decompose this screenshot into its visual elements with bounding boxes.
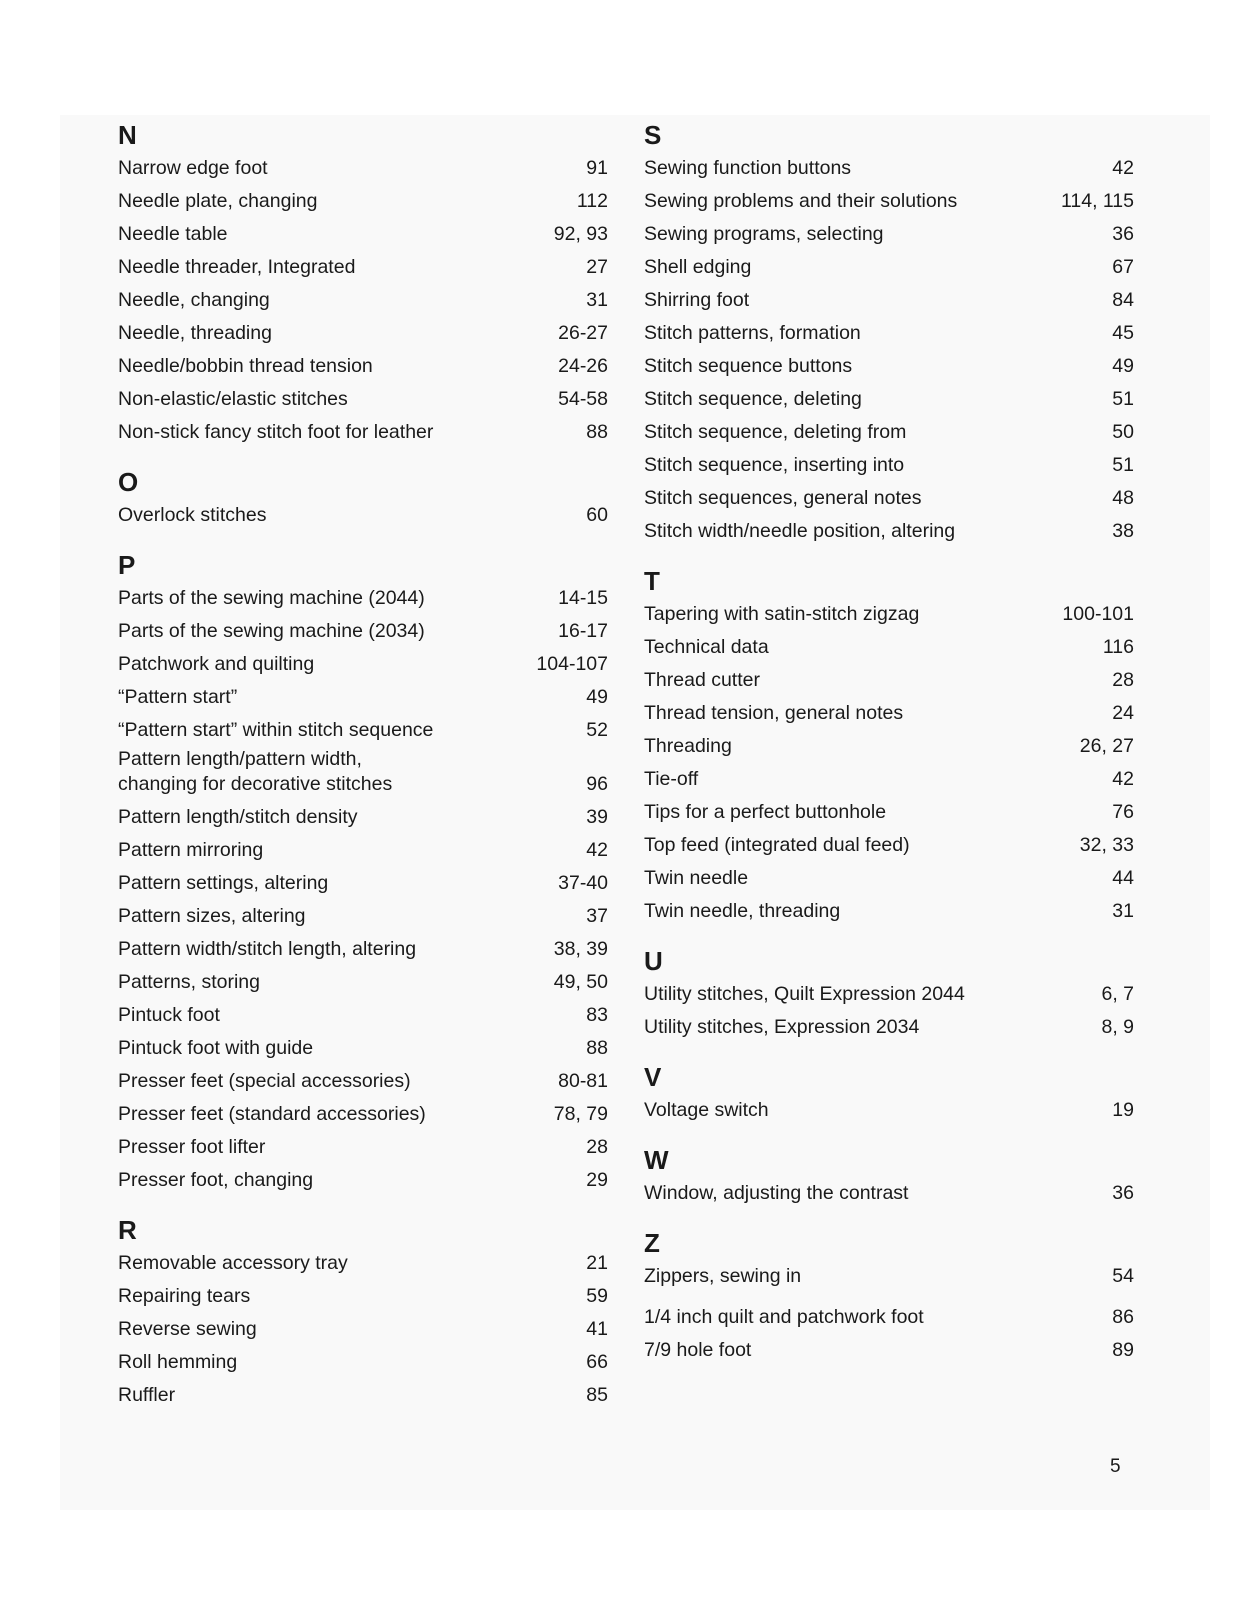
index-entry — [118, 185, 608, 218]
section-letter: N — [118, 120, 137, 150]
index-entry — [118, 1131, 608, 1164]
entry-page: 31 — [1112, 900, 1134, 922]
entry-term: Shell edging — [644, 256, 752, 278]
entry-page: 42 — [586, 839, 608, 861]
index-entry — [118, 1346, 608, 1379]
entry-term: Pattern mirroring — [118, 839, 264, 861]
index-column-left — [118, 118, 608, 1428]
entry-term: Stitch sequence, inserting into — [644, 454, 905, 476]
index-entry — [118, 714, 608, 747]
entry-page: 49, 50 — [553, 971, 608, 993]
entry-page: 14-15 — [558, 587, 608, 609]
entry-term: Pintuck foot with guide — [118, 1037, 314, 1059]
entry-term: Threading — [644, 735, 732, 757]
entry-term: Stitch sequence, deleting from — [644, 421, 907, 443]
index-column-right — [644, 118, 1134, 1383]
index-entry — [118, 1164, 608, 1197]
entry-page: 86 — [1112, 1306, 1134, 1328]
entry-page: 78, 79 — [553, 1103, 608, 1125]
entry-term: Removable accessory tray — [118, 1252, 348, 1274]
entry-term: “Pattern start” within stitch sequence — [118, 719, 434, 741]
entry-page: 49 — [1112, 355, 1134, 377]
index-section-r — [118, 1213, 608, 1412]
entry-page: 24 — [1112, 702, 1134, 724]
index-entry — [118, 499, 608, 532]
entry-term: Stitch width/needle position, altering — [644, 520, 956, 542]
entry-page: 45 — [1112, 322, 1134, 344]
index-entry — [644, 978, 1134, 1011]
entry-page: 80-81 — [558, 1070, 608, 1092]
index-entry — [118, 900, 608, 933]
entry-page: 27 — [586, 256, 608, 278]
entry-page: 21 — [586, 1252, 608, 1274]
index-entry — [118, 1098, 608, 1131]
entry-page: 37-40 — [558, 872, 608, 894]
entry-term: Sewing function buttons — [644, 157, 852, 179]
entry-page: 92, 93 — [553, 223, 608, 245]
entry-page: 51 — [1112, 454, 1134, 476]
entry-page: 38 — [1112, 520, 1134, 542]
index-entry — [118, 383, 608, 416]
entry-page: 100-101 — [1062, 603, 1134, 625]
entry-term: Parts of the sewing machine (2034) — [118, 620, 425, 642]
index-entry — [644, 1334, 1134, 1367]
entry-term: Sewing problems and their solutions — [644, 190, 958, 212]
index-entry — [644, 482, 1134, 515]
index-entry — [118, 801, 608, 834]
entry-term: 1/4 inch quilt and patchwork foot — [644, 1306, 924, 1328]
entry-page: 42 — [1112, 157, 1134, 179]
entry-term: Presser foot, changing — [118, 1169, 314, 1191]
entry-page: 112 — [576, 190, 608, 212]
entry-term: Twin needle — [644, 867, 749, 889]
index-entry — [118, 966, 608, 999]
index-entry — [644, 1177, 1134, 1210]
entry-term: Pattern length/stitch density — [118, 806, 358, 828]
entry-term: Stitch patterns, formation — [644, 322, 861, 344]
entry-page: 31 — [586, 289, 608, 311]
entry-term: Presser feet (special accessories) — [118, 1070, 411, 1092]
entry-term: Presser foot lifter — [118, 1136, 266, 1158]
index-entry — [118, 152, 608, 185]
index-entry — [118, 1247, 608, 1280]
entry-page: 42 — [1112, 768, 1134, 790]
index-entry — [118, 615, 608, 648]
entry-page: 8, 9 — [1101, 1016, 1134, 1038]
entry-page: 28 — [1112, 669, 1134, 691]
entry-term: Needle table — [118, 223, 228, 245]
index-entry — [644, 763, 1134, 796]
index-section-t — [644, 564, 1134, 928]
entry-term: Thread tension, general notes — [644, 702, 904, 724]
entry-page: 29 — [586, 1169, 608, 1191]
index-entry — [118, 999, 608, 1032]
entry-term: Tie-off — [644, 768, 699, 790]
index-entry — [644, 284, 1134, 317]
index-entry — [118, 317, 608, 350]
entry-page: 26-27 — [558, 322, 608, 344]
index-entry — [118, 1280, 608, 1313]
entry-page: 49 — [586, 686, 608, 708]
entry-page: 6, 7 — [1101, 983, 1134, 1005]
index-entry — [644, 1301, 1134, 1334]
index-entry — [644, 152, 1134, 185]
index-entry — [644, 317, 1134, 350]
entry-page: 41 — [586, 1318, 608, 1340]
entry-page: 26, 27 — [1079, 735, 1134, 757]
index-entry — [644, 796, 1134, 829]
entry-page: 91 — [586, 157, 608, 179]
index-entry — [118, 1379, 608, 1412]
entry-term: Tips for a perfect buttonhole — [644, 801, 887, 823]
entry-term: Needle plate, changing — [118, 190, 318, 212]
index-entry — [644, 251, 1134, 284]
index-entry — [118, 867, 608, 900]
index-entry — [118, 1313, 608, 1346]
entry-term: Pattern length/pattern width, changing for decorative stitches — [118, 748, 393, 795]
entry-term: Pintuck foot — [118, 1004, 220, 1026]
index-section-w — [644, 1143, 1134, 1210]
entry-term: Patchwork and quilting — [118, 653, 315, 675]
section-letter: W — [644, 1145, 669, 1175]
entry-term: Shirring foot — [644, 289, 750, 311]
index-entry — [644, 350, 1134, 383]
index-entry — [644, 730, 1134, 763]
entry-page: 54-58 — [558, 388, 608, 410]
entry-page: 19 — [1112, 1099, 1134, 1121]
entry-page: 48 — [1112, 487, 1134, 509]
index-entry — [118, 251, 608, 284]
entry-term: Ruffler — [118, 1384, 176, 1406]
index-entry — [644, 862, 1134, 895]
entry-term: 7/9 hole foot — [644, 1339, 752, 1361]
section-letter: O — [118, 467, 139, 497]
index-entry — [118, 218, 608, 251]
entry-term: Presser feet (standard accessories) — [118, 1103, 426, 1125]
index-entry — [644, 829, 1134, 862]
entry-page: 39 — [586, 806, 608, 828]
index-section-v — [644, 1060, 1134, 1127]
index-entry — [644, 515, 1134, 548]
entry-term: Zippers, sewing in — [644, 1265, 802, 1287]
entry-page: 36 — [1112, 1182, 1134, 1204]
entry-page: 60 — [586, 504, 608, 526]
index-entry — [644, 416, 1134, 449]
entry-page: 66 — [586, 1351, 608, 1373]
entry-term: Overlock stitches — [118, 504, 267, 526]
entry-term: “Pattern start” — [118, 686, 238, 708]
entry-page: 104-107 — [536, 653, 608, 675]
entry-page: 52 — [586, 719, 608, 741]
section-letter: R — [118, 1215, 137, 1245]
entry-term: Pattern settings, altering — [118, 872, 329, 894]
entry-term: Reverse sewing — [118, 1318, 257, 1340]
index-entry — [118, 284, 608, 317]
index-section-u — [644, 944, 1134, 1044]
numeric-entries — [644, 1301, 1134, 1367]
index-entry — [118, 681, 608, 714]
entry-term: Needle, threading — [118, 322, 272, 344]
index-entry — [118, 416, 608, 449]
entry-page: 59 — [586, 1285, 608, 1307]
entry-page: 44 — [1112, 867, 1134, 889]
entry-page: 83 — [586, 1004, 608, 1026]
index-section-z — [644, 1226, 1134, 1367]
section-letter: U — [644, 946, 663, 976]
index-entry — [644, 1011, 1134, 1044]
entry-term: Needle/bobbin thread tension — [118, 355, 373, 377]
entry-term: Pattern width/stitch length, altering — [118, 938, 417, 960]
index-entry — [118, 747, 608, 801]
entry-term: Thread cutter — [644, 669, 760, 691]
entry-term: Sewing programs, selecting — [644, 223, 884, 245]
entry-page: 28 — [586, 1136, 608, 1158]
entry-term: Tapering with satin-stitch zigzag — [644, 603, 920, 625]
entry-term: Top feed (integrated dual feed) — [644, 834, 910, 856]
index-section-s — [644, 118, 1134, 548]
section-letter: S — [644, 120, 662, 150]
index-entry — [118, 933, 608, 966]
entry-term: Non-elastic/elastic stitches — [118, 388, 348, 410]
entry-term: Roll hemming — [118, 1351, 238, 1373]
entry-term: Utility stitches, Quilt Expression 2044 — [644, 983, 965, 1005]
index-entry — [118, 1065, 608, 1098]
entry-page: 84 — [1112, 289, 1134, 311]
index-entry — [644, 218, 1134, 251]
index-entry — [644, 383, 1134, 416]
index-entry — [118, 648, 608, 681]
entry-page: 32, 33 — [1079, 834, 1134, 856]
entry-page: 50 — [1112, 421, 1134, 443]
entry-term: Voltage switch — [644, 1099, 769, 1121]
entry-term: Stitch sequences, general notes — [644, 487, 922, 509]
entry-page: 116 — [1102, 636, 1134, 658]
entry-term: Narrow edge foot — [118, 157, 268, 179]
entry-term: Twin needle, threading — [644, 900, 841, 922]
index-entry — [118, 350, 608, 383]
entry-page: 114, 115 — [1060, 190, 1134, 212]
entry-page: 89 — [1112, 1339, 1134, 1361]
entry-page: 16-17 — [558, 620, 608, 642]
entry-term: Stitch sequence buttons — [644, 355, 853, 377]
entry-term: Repairing tears — [118, 1285, 251, 1307]
index-entry — [644, 1094, 1134, 1127]
index-entry — [644, 185, 1134, 218]
index-entry — [118, 1032, 608, 1065]
entry-term: Pattern sizes, altering — [118, 905, 306, 927]
index-section-n — [118, 118, 608, 449]
section-letter: T — [644, 566, 660, 596]
entry-page: 51 — [1112, 388, 1134, 410]
entry-page: 96 — [586, 773, 608, 795]
entry-page: 88 — [586, 421, 608, 443]
entry-page: 54 — [1112, 1265, 1134, 1287]
index-entry — [118, 582, 608, 615]
entry-term: Stitch sequence, deleting — [644, 388, 862, 410]
section-letter: V — [644, 1062, 662, 1092]
entry-page: 67 — [1112, 256, 1134, 278]
entry-term: Window, adjusting the contrast — [644, 1182, 909, 1204]
index-entry — [644, 631, 1134, 664]
section-letter: P — [118, 550, 136, 580]
entry-page: 37 — [586, 905, 608, 927]
section-letter: Z — [644, 1228, 660, 1258]
entry-page: 24-26 — [558, 355, 608, 377]
entry-term: Patterns, storing — [118, 971, 260, 993]
entry-page: 85 — [586, 1384, 608, 1406]
index-entry — [644, 697, 1134, 730]
index-entry — [644, 895, 1134, 928]
entry-term: Parts of the sewing machine (2044) — [118, 587, 425, 609]
entry-page: 36 — [1112, 223, 1134, 245]
entry-term: Needle threader, Integrated — [118, 256, 356, 278]
page-number: 5 — [1110, 1456, 1121, 1477]
index-section-p — [118, 548, 608, 1197]
entry-term: Utility stitches, Expression 2034 — [644, 1016, 920, 1038]
index-entry — [644, 598, 1134, 631]
index-entry — [644, 1260, 1134, 1293]
entry-page: 76 — [1112, 801, 1134, 823]
entry-term: Needle, changing — [118, 289, 270, 311]
index-entry — [644, 449, 1134, 482]
entry-page: 38, 39 — [553, 938, 608, 960]
index-section-o — [118, 465, 608, 532]
index-entry — [118, 834, 608, 867]
entry-page: 88 — [586, 1037, 608, 1059]
entry-term: Non-stick fancy stitch foot for leather — [118, 421, 434, 443]
index-entry — [644, 664, 1134, 697]
entry-term: Technical data — [644, 636, 769, 658]
